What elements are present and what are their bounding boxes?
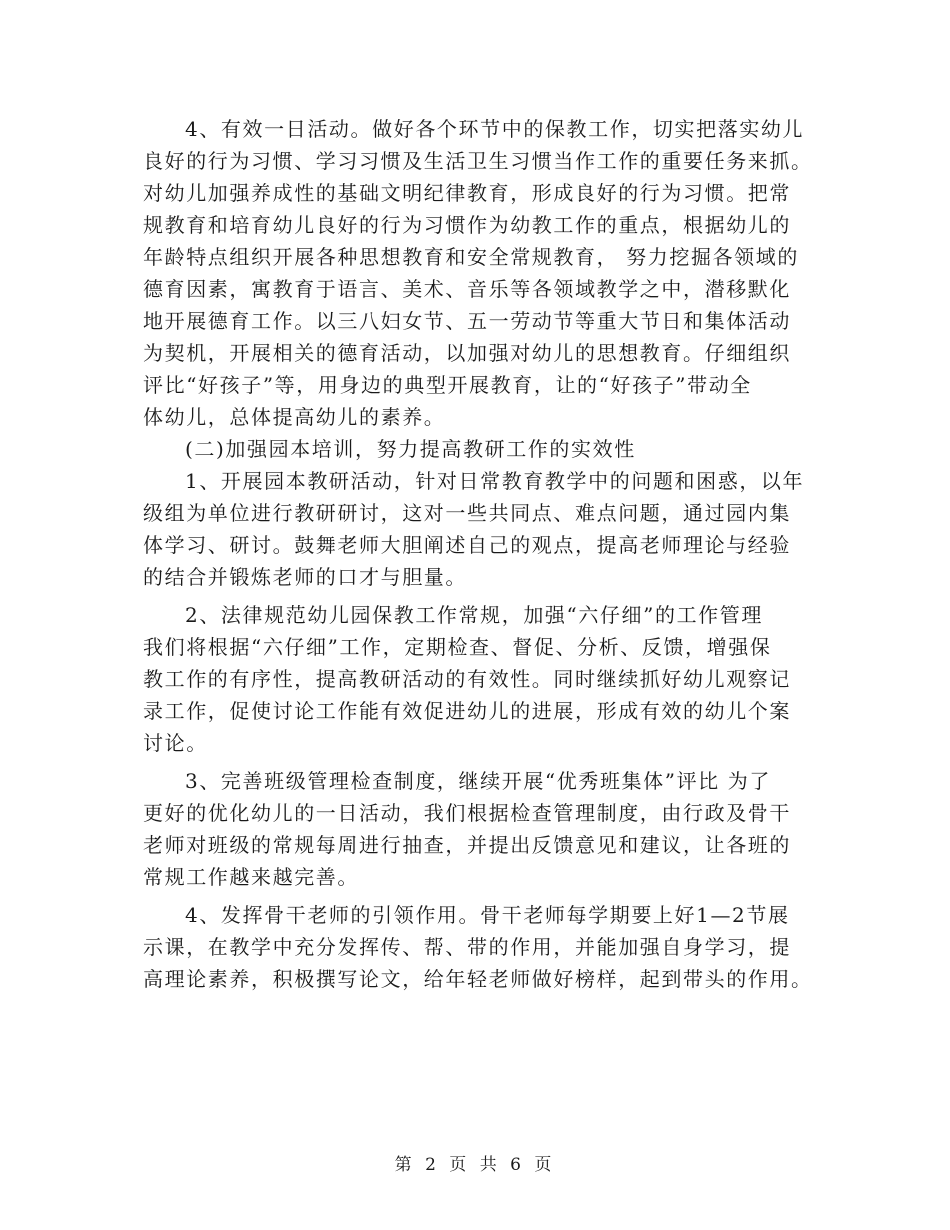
paragraph-line: 4、发挥骨干老师的引领作用。骨干老师每学期要上好1—2节展	[185, 903, 790, 927]
paragraph-line: 德育因素，寓教育于语言、美术、音乐等各领域教学之中，潜移默化	[143, 277, 791, 301]
paragraph-line: 高理论素养，积极撰写论文，给年轻老师做好榜样，起到带头的作用。	[143, 967, 813, 991]
paragraph-line: 2、法律规范幼儿园保教工作常规，加强“六仔细”的工作管理	[185, 603, 763, 627]
paragraph-line: 3、完善班级管理检查制度，继续开展“优秀班集体”评比 为了	[185, 769, 771, 793]
page-number-footer: 第 2 页 共 6 页	[394, 1155, 556, 1175]
document-body	[143, 113, 811, 995]
paragraph-line: 录工作，促使讨论工作能有效促进幼儿的进展，形成有效的幼儿个案	[143, 699, 791, 723]
paragraph-line: 体幼儿，总体提高幼儿的素养。	[143, 405, 446, 429]
paragraph-line: 良好的行为习惯、学习习惯及生活卫生习惯当作工作的重要任务来抓。	[143, 149, 813, 173]
paragraph-line: 地开展德育工作。以三八妇女节、五一劳动节等重大节日和集体活动	[143, 309, 791, 333]
paragraph-line: 年龄特点组织开展各种思想教育和安全常规教育， 努力挖掘各领域的	[143, 245, 799, 269]
paragraph-line: 规教育和培育幼儿良好的行为习惯作为幼教工作的重点，根据幼儿的	[143, 213, 791, 237]
paragraph-line: 级组为单位进行教研研讨，这对一些共同点、难点问题，通过园内集	[143, 501, 791, 525]
paragraph-line: 教工作的有序性，提高教研活动的有效性。同时继续抓好幼儿观察记	[143, 667, 791, 691]
paragraph-line: 示课，在教学中充分发挥传、帮、带的作用，并能加强自身学习，提	[143, 935, 791, 959]
paragraph-line: 1、开展园本教研活动，针对日常教育教学中的问题和困惑，以年	[185, 469, 805, 493]
paragraph-line: 对幼儿加强养成性的基础文明纪律教育，形成良好的行为习惯。把常	[143, 181, 791, 205]
paragraph-line: 的结合并锻炼老师的口才与胆量。	[143, 565, 467, 589]
paragraph-line: 老师对班级的常规每周进行抽查，并提出反馈意见和建议，让各班的	[143, 833, 791, 857]
paragraph-line: 为契机，开展相关的德育活动，以加强对幼儿的思想教育。仔细组织	[143, 341, 791, 365]
paragraph-line: 我们将根据“六仔细”工作，定期检查、督促、分析、反馈，增强保	[143, 635, 772, 659]
paragraph-line: 讨论。	[143, 731, 208, 755]
section-heading: (二)加强园本培训，努力提高教研工作的实效性	[185, 437, 636, 461]
paragraph-line: 常规工作越来越完善。	[143, 865, 359, 889]
paragraph-line: 4、有效一日活动。做好各个环节中的保教工作，切实把落实幼儿	[185, 117, 805, 141]
paragraph-line: 更好的优化幼儿的一日活动，我们根据检查管理制度，由行政及骨干	[143, 801, 791, 825]
paragraph-line: 评比“好孩子”等，用身边的典型开展教育，让的“好孩子”带动全	[143, 373, 752, 397]
paragraph-line: 体学习、研讨。鼓舞老师大胆阐述自己的观点，提高老师理论与经验	[143, 533, 791, 557]
